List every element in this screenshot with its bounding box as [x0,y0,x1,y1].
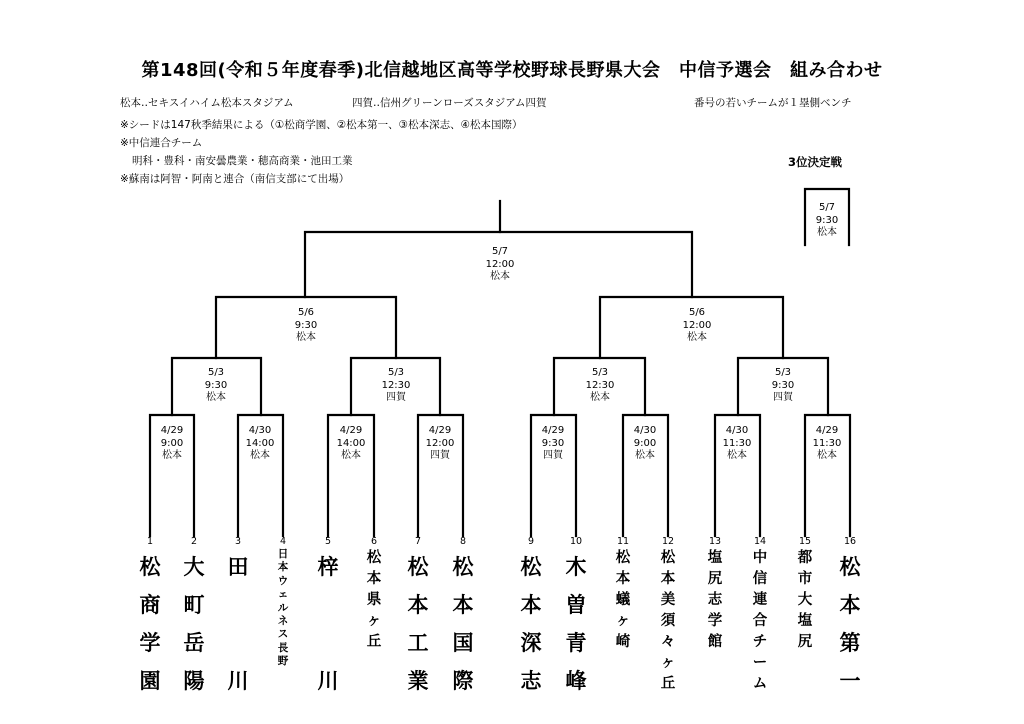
quarter-info-2: 5/3 12:30 四賀 [381,367,411,403]
team-name-11: 松 本 蟻 ヶ 崎 [615,550,631,650]
team-number-5: 5 [324,536,332,547]
team-number-2: 2 [190,536,198,547]
team-name-10: 木 曽 青 峰 [565,555,587,693]
semi-info-2: 5/6 12:00 松本 [682,307,712,343]
team-name-1: 松 商 学 園 [139,555,161,693]
page-title: 第148回(令和５年度春季)北信越地区高等学校野球長野県大会 中信予選会 組み合わせ [141,60,883,81]
team-number-11: 11 [616,536,630,547]
team-name-7: 松 本 工 業 [407,555,429,693]
team-number-6: 6 [370,536,378,547]
joint-team-note: ※中信連合チーム [120,137,203,149]
round1-info-8: 4/29 11:30 松本 [812,425,842,461]
third-place-label: 3位決定戦 [788,155,843,169]
sonan-note: ※蘇南は阿智・阿南と連合（南信支部にて出場） [120,173,350,185]
round1-info-4: 4/29 12:00 四賀 [425,425,455,461]
team-name-14: 中 信 連 合 チ ー ム [752,550,768,692]
team-name-16: 松 本 第 一 [839,555,861,693]
team-number-15: 15 [798,536,812,547]
quarter-info-4: 5/3 9:30 四賀 [771,367,795,403]
venue-note-shiga: 四賀‥信州グリーンローズスタジアム四賀 [352,97,547,109]
round1-info-3: 4/29 14:00 松本 [336,425,366,461]
team-number-9: 9 [527,536,535,547]
team-number-12: 12 [661,536,675,547]
team-name-8: 松 本 国 際 [452,555,474,693]
seed-note: ※シードは147秋季結果による（①松商学園、②松本第一、③松本深志、④松本国際） [120,119,523,131]
team-name-3: 田 川 [227,555,249,693]
joint-team-members: 明科・豊科・南安曇農業・穂高商業・池田工業 [132,155,353,167]
quarter-info-3: 5/3 12:30 松本 [585,367,615,403]
team-name-13: 塩 尻 志 学 館 [707,550,723,650]
team-number-16: 16 [843,536,857,547]
final-info: 5/7 12:00 松本 [485,246,515,282]
team-name-15: 都 市 大 塩 尻 [797,550,813,650]
team-number-1: 1 [146,536,154,547]
team-number-8: 8 [459,536,467,547]
team-name-9: 松 本 深 志 [520,555,542,693]
team-number-7: 7 [414,536,422,547]
team-number-13: 13 [708,536,722,547]
round1-info-6: 4/30 9:00 松本 [633,425,657,461]
round1-info-7: 4/30 11:30 松本 [722,425,752,461]
team-name-2: 大 町 岳 陽 [183,555,205,693]
bench-note: 番号の若いチームが１塁側ベンチ [694,97,852,109]
round1-info-5: 4/29 9:30 四賀 [541,425,565,461]
team-number-14: 14 [753,536,767,547]
third-place-info: 5/7 9:30 松本 [815,202,839,238]
team-number-10: 10 [569,536,583,547]
venue-note-matsumoto: 松本‥セキスイハイム松本スタジアム [120,97,294,109]
quarter-info-1: 5/3 9:30 松本 [204,367,228,403]
round1-info-1: 4/29 9:00 松本 [160,425,184,461]
team-name-5: 梓 川 [317,555,339,693]
round1-info-2: 4/30 14:00 松本 [245,425,275,461]
team-name-4: 日 本 ウ ェ ル ネ ス 長 野 [277,548,289,668]
semi-info-1: 5/6 9:30 松本 [294,307,318,343]
team-name-6: 松 本 県 ヶ 丘 [366,550,382,650]
team-number-3: 3 [234,536,242,547]
team-name-12: 松 本 美 須 々 ヶ 丘 [660,550,676,692]
team-number-4: 4 [279,536,287,547]
